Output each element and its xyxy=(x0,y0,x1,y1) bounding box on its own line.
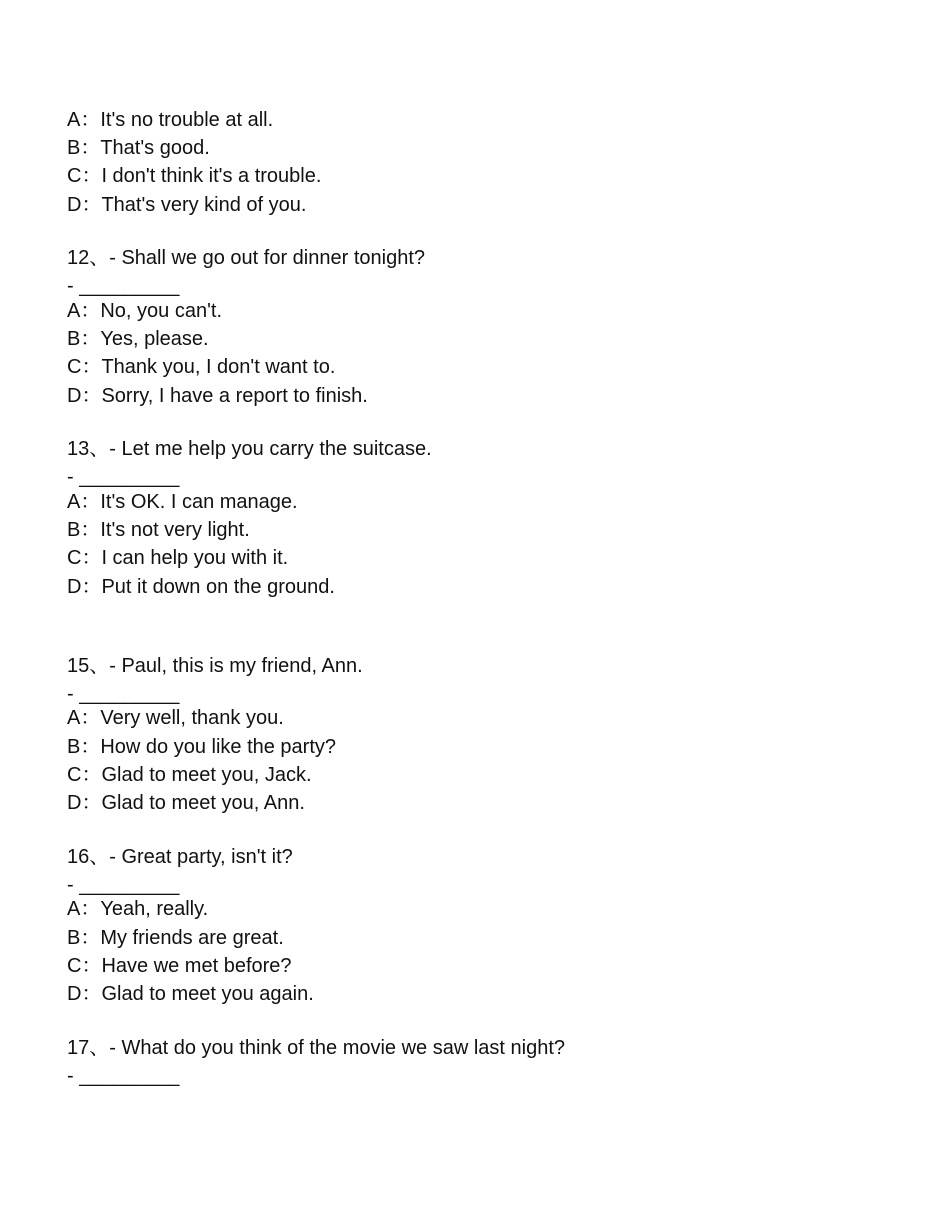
option-a: A：It's no trouble at all. xyxy=(67,109,274,131)
question-16-prompt: 16、- Great party, isn't it? xyxy=(67,846,293,868)
question-13-answer-blank: - _________ xyxy=(67,466,180,488)
question-13-prompt: 13、- Let me help you carry the suitcase. xyxy=(67,438,432,460)
option-b: B：That's good. xyxy=(67,137,210,159)
question-16-option-b: B：My friends are great. xyxy=(67,927,284,949)
question-12-option-b: B：Yes, please. xyxy=(67,328,209,350)
question-13-option-b: B：It's not very light. xyxy=(67,519,250,541)
question-12-answer-blank: - _________ xyxy=(67,275,180,297)
question-13-option-c: C：I can help you with it. xyxy=(67,547,289,569)
question-16-answer-blank: - _________ xyxy=(67,874,180,896)
question-12-option-c: C：Thank you, I don't want to. xyxy=(67,356,336,378)
question-16-option-a: A：Yeah, really. xyxy=(67,898,209,920)
question-15-option-b: B：How do you like the party? xyxy=(67,736,337,758)
question-15-option-a: A：Very well, thank you. xyxy=(67,707,284,729)
question-15-prompt: 15、- Paul, this is my friend, Ann. xyxy=(67,655,363,677)
question-12-option-a: A：No, you can't. xyxy=(67,300,222,322)
question-12-prompt: 12、- Shall we go out for dinner tonight? xyxy=(67,247,425,269)
question-15-answer-blank: - _________ xyxy=(67,683,180,705)
question-13-option-a: A：It's OK. I can manage. xyxy=(67,491,298,513)
question-15-option-d: D：Glad to meet you, Ann. xyxy=(67,792,305,814)
question-15-option-c: C：Glad to meet you, Jack. xyxy=(67,764,312,786)
question-16-option-d: D：Glad to meet you again. xyxy=(67,983,314,1005)
question-13-option-d: D：Put it down on the ground. xyxy=(67,576,335,598)
question-16-option-c: C：Have we met before? xyxy=(67,955,292,977)
option-c: C：I don't think it's a trouble. xyxy=(67,165,322,187)
question-17-answer-blank: - _________ xyxy=(67,1065,180,1087)
option-d: D：That's very kind of you. xyxy=(67,194,307,216)
question-12-option-d: D：Sorry, I have a report to finish. xyxy=(67,385,368,407)
question-17-prompt: 17、- What do you think of the movie we saw last night? xyxy=(67,1037,566,1059)
